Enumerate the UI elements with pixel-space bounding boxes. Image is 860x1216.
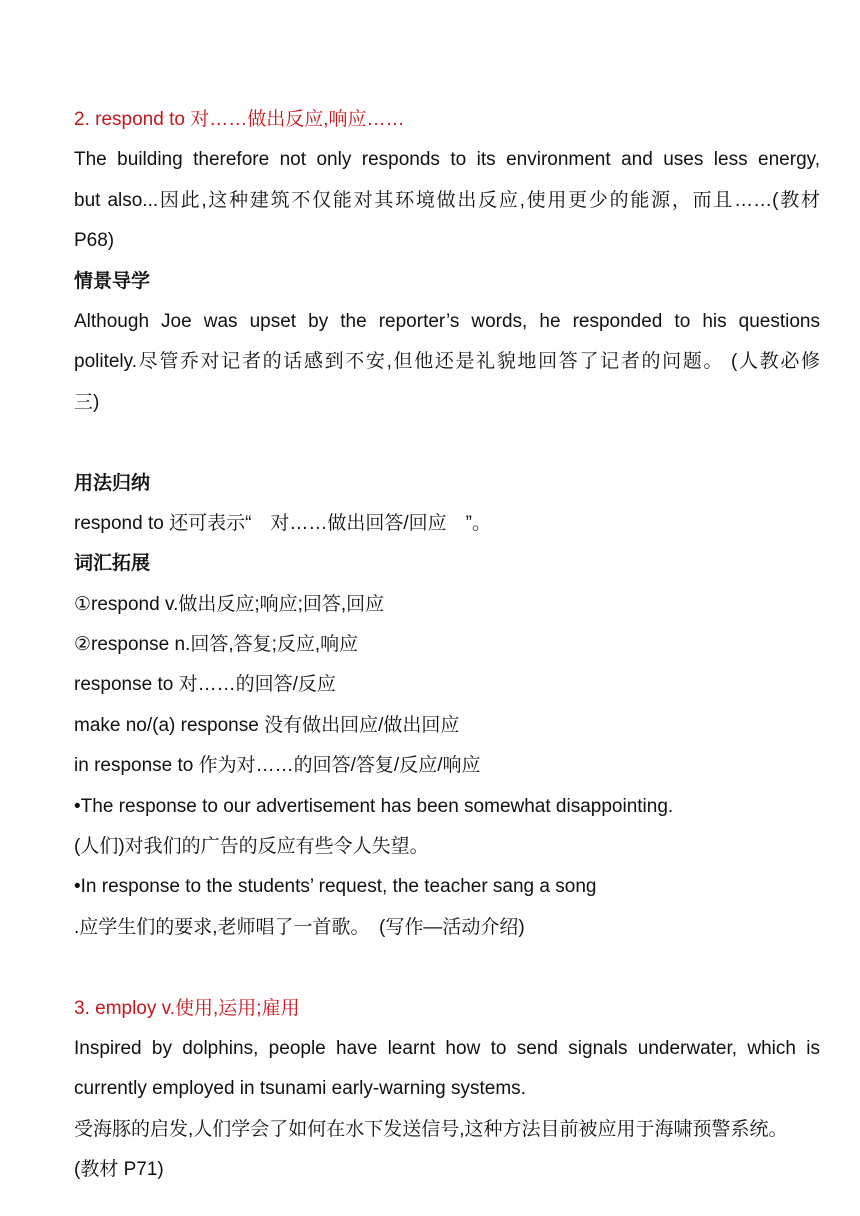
vocab-example: •The response to our advertisement has been somewhat disappointing. bbox=[74, 795, 674, 817]
employ-heading: 3. employ v.使用,运用;雇用 bbox=[74, 997, 300, 1019]
spacer bbox=[74, 423, 820, 463]
vocab-example: •In response to the students’ request, the teacher sang a song bbox=[74, 876, 597, 898]
employ-example-line-2: currently employed in tsunami early-warning systems. bbox=[74, 1078, 526, 1100]
vocab-item: ①respond v.做出反应;响应;回答,回应 bbox=[74, 593, 385, 615]
respond-example-2-line-1: Although Joe was upset by the reporter’s words, he responded to his questions bbox=[74, 310, 820, 332]
vocab-item: in response to 作为对……的回答/答复/反应/响应 bbox=[74, 755, 481, 777]
respond-example-1-line-2: but also...因此,这种建筑不仅能对其环境做出反应,使用更少的能源，而且……(教材 bbox=[74, 189, 820, 211]
vocab-item: make no/(a) response 没有做出回应/做出回应 bbox=[74, 714, 460, 736]
respond-example-1-line-1: The building therefore not only responds to its environment and uses less energy, bbox=[74, 149, 820, 171]
employ-example-line-1: Inspired by dolphins, people have learnt how to send signals underwater, which is bbox=[74, 1037, 820, 1059]
situation-label: 情景导学 bbox=[74, 270, 151, 292]
respond-example-2-line-3: 三) bbox=[74, 391, 100, 413]
vocab-example-translation: .应学生们的要求,老师唱了一首歌。 (写作—活动介绍) bbox=[74, 916, 525, 938]
vocab-example-translation: (人们)对我们的广告的反应有些令人失望。 bbox=[74, 836, 429, 858]
usage-label: 用法归纳 bbox=[74, 472, 151, 494]
spacer bbox=[74, 948, 820, 988]
employ-example-translation: 受海豚的启发,人们学会了如何在水下发送信号,这种方法目前被应用于海啸预警系统。 bbox=[74, 1118, 788, 1140]
document-page bbox=[74, 100, 820, 1191]
respond-example-1-line-3: P68) bbox=[74, 230, 115, 252]
vocab-item: ②response n.回答,答复;反应,响应 bbox=[74, 634, 359, 656]
respond-heading: 2. respond to 对……做出反应,响应…… bbox=[74, 109, 405, 130]
employ-example-source: (教材 P71) bbox=[74, 1159, 164, 1181]
respond-example-2-line-2: politely.尽管乔对记者的话感到不安,但他还是礼貌地回答了记者的问题。 (人教必修 bbox=[74, 351, 820, 373]
usage-text: respond to 还可表示“ 对……做出回答/回应 ”。 bbox=[74, 512, 491, 534]
vocab-label: 词汇拓展 bbox=[74, 553, 151, 575]
vocab-item: response to 对……的回答/反应 bbox=[74, 674, 336, 696]
